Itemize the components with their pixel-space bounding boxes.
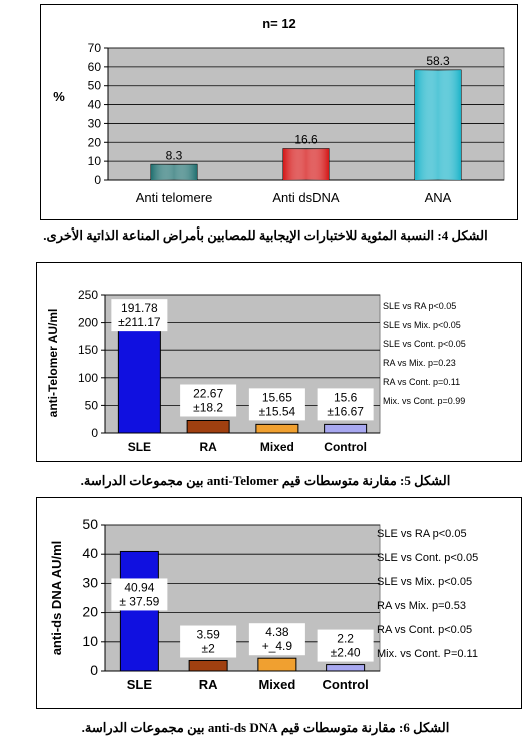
y-tick-label: 150 [77, 343, 98, 358]
figure-4-caption: الشكل 4: النسبة المئوية للاختبارات الإيجابية للمصابين بأمراض المناعة الذاتية الأخرى. [43, 228, 488, 243]
stat-line: Mix. vs Cont. P=0.11 [377, 648, 478, 660]
stat-line: SLE vs Mix. p<0.05 [377, 576, 473, 588]
y-tick-label: 10 [87, 154, 101, 169]
y-tick-label: 10 [82, 632, 98, 649]
stat-line: SLE vs RA p<0.05 [383, 301, 457, 311]
data-label: 8.3 [165, 148, 183, 163]
y-tick-label: 0 [94, 173, 101, 187]
bar-shine [283, 149, 329, 180]
stat-line: SLE vs RA p<0.05 [377, 528, 467, 540]
data-label: 58.3 [426, 54, 450, 69]
data-label: ±15.54 [258, 404, 296, 419]
stat-line: RA vs Cont. p=0.11 [383, 377, 461, 387]
y-tick-label: 30 [87, 116, 101, 131]
y-tick-label: 20 [82, 603, 98, 620]
y-tick-label: 250 [77, 288, 98, 302]
category-label: Mixed [258, 677, 296, 692]
y-axis-label: anti-ds DNA AU/ml [49, 540, 64, 656]
y-tick-label: 200 [77, 315, 98, 330]
category-label: Control [324, 440, 367, 454]
data-label: 191.78 [121, 301, 158, 316]
data-label: ± 37.59 [119, 594, 160, 609]
y-axis-label: anti-Telomer AU/ml [46, 308, 60, 418]
data-label: 4.38 [265, 625, 289, 640]
bar [189, 661, 227, 671]
category-label: RA [199, 440, 217, 454]
figure-5-panel [36, 262, 522, 462]
data-label: 15.65 [261, 390, 292, 405]
stat-line: RA vs Mix. p=0.23 [383, 358, 456, 368]
y-tick-label: 30 [82, 574, 98, 591]
bar [120, 551, 158, 671]
y-tick-label: 20 [87, 135, 101, 150]
category-label: Anti telomere [135, 190, 213, 205]
category-label: SLE [126, 677, 153, 692]
figure-6-caption: الشكل 6: مقارنة متوسطات قيم anti-ds DNA بين مجموعات الدراسة. [81, 720, 450, 735]
chart-percent-positive [41, 5, 517, 219]
data-label: 15.6 [333, 390, 358, 405]
data-label: ±2.40 [330, 645, 361, 660]
data-label: 2.2 [337, 631, 354, 646]
data-label: 16.6 [294, 132, 318, 147]
bar-shine [415, 70, 461, 180]
data-label: 3.59 [196, 627, 220, 642]
figure-6-panel [36, 497, 522, 709]
data-label: ±16.67 [327, 404, 364, 419]
y-tick-label: 0 [91, 426, 98, 440]
category-label: Control [322, 677, 369, 692]
data-label: 22.67 [193, 386, 224, 401]
data-label: ±211.17 [118, 315, 161, 330]
stat-line: SLE vs Mix. p<0.05 [383, 320, 461, 330]
bar [325, 424, 367, 433]
stat-line: RA vs Cont. p<0.05 [377, 624, 473, 636]
y-tick-label: 70 [87, 41, 101, 55]
y-tick-label: 100 [77, 370, 98, 385]
figure-5-caption: الشكل 5: مقارنة متوسطات قيم anti-Telomer بين مجموعات الدراسة. [80, 473, 451, 488]
data-label: +_4.9 [261, 639, 293, 654]
data-label: ±2 [201, 641, 215, 656]
data-label: ±18.2 [193, 400, 224, 415]
bar [187, 420, 229, 433]
figure-4-panel [40, 4, 518, 220]
y-tick-label: 50 [82, 516, 98, 532]
bar [258, 658, 296, 671]
category-label: RA [198, 677, 218, 692]
y-tick-label: 50 [87, 78, 101, 93]
y-tick-label: 40 [82, 545, 98, 562]
y-tick-label: 50 [84, 398, 98, 413]
bar-shine [151, 164, 197, 180]
y-tick-label: 60 [87, 59, 101, 74]
y-tick-label: 0 [90, 662, 98, 678]
y-tick-label: 40 [87, 97, 101, 112]
stat-line: SLE vs Cont. p<0.05 [377, 552, 479, 564]
stat-line: Mix. vs Cont. p=0.99 [383, 396, 466, 406]
category-label: ANA [424, 190, 452, 205]
y-axis-label: % [53, 89, 65, 104]
bar [118, 327, 160, 433]
bar [327, 665, 365, 671]
stat-line: RA vs Mix. p=0.53 [377, 600, 466, 612]
category-label: Mixed [259, 440, 294, 454]
category-label: Anti dsDNA [272, 190, 340, 205]
category-label: SLE [127, 440, 152, 454]
bar [256, 424, 298, 433]
chart-title: n= 12 [262, 16, 296, 31]
data-label: 40.94 [124, 580, 155, 595]
stat-line: SLE vs Cont. p<0.05 [383, 339, 466, 349]
